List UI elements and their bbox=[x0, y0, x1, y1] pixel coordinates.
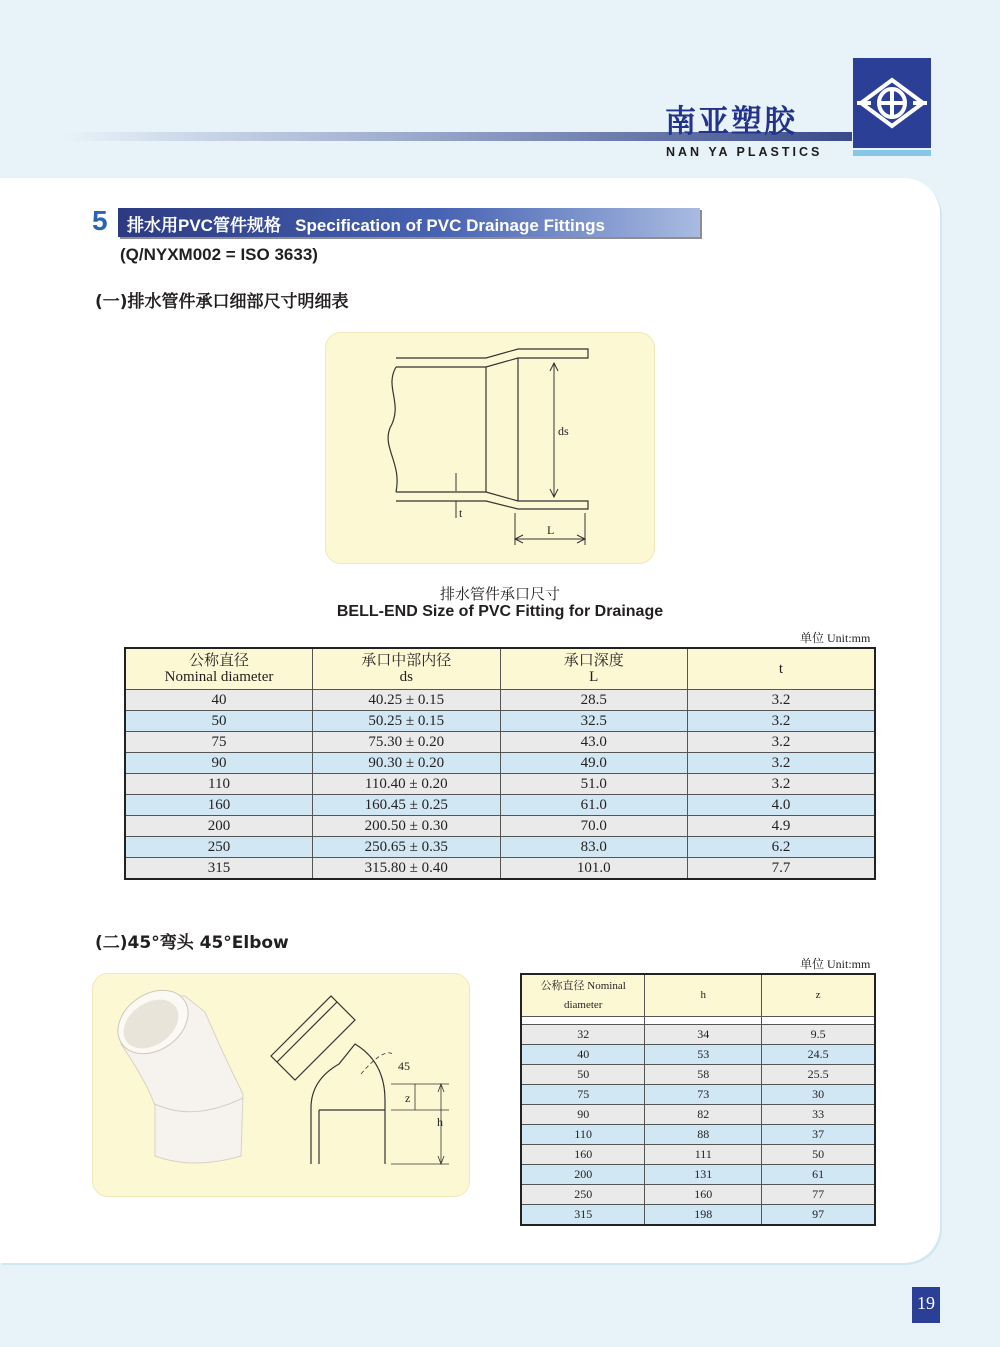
table-cell: 250.65 ± 0.35 bbox=[313, 837, 501, 858]
table-cell: 75 bbox=[521, 1085, 645, 1105]
table-cell: 3.2 bbox=[688, 774, 876, 795]
elbow-label-angle: 45 bbox=[398, 1059, 410, 1073]
table-cell: 3.2 bbox=[688, 690, 876, 711]
table-row bbox=[521, 1185, 875, 1205]
table-cell: 3.2 bbox=[688, 711, 876, 732]
elbow-size-table bbox=[520, 973, 876, 1226]
table-cell: 88 bbox=[645, 1125, 762, 1145]
table-cell: 160 bbox=[125, 795, 313, 816]
table-cell: 9.5 bbox=[762, 1025, 875, 1045]
table-row bbox=[125, 816, 875, 837]
table-row bbox=[521, 1105, 875, 1125]
logo-accent-strip bbox=[853, 150, 931, 156]
table-cell: 61 bbox=[762, 1165, 875, 1185]
table-cell: 110 bbox=[521, 1125, 645, 1145]
col-header: z bbox=[762, 974, 875, 1017]
diagram-label-t: t bbox=[459, 506, 463, 520]
col-header: 承口深度 L bbox=[500, 648, 688, 690]
table1-caption-cn: 排水管件承口尺寸 bbox=[439, 585, 560, 603]
table-cell: 37 bbox=[762, 1125, 875, 1145]
page-number: 19 bbox=[917, 1293, 935, 1313]
table-cell: 97 bbox=[762, 1205, 875, 1226]
table-cell: 49.0 bbox=[500, 753, 688, 774]
table-cell: 3.2 bbox=[688, 732, 876, 753]
table-row bbox=[521, 1145, 875, 1165]
standard-reference: (Q/NYXM002 = ISO 3633) bbox=[120, 245, 318, 264]
table-cell: 25.5 bbox=[762, 1065, 875, 1085]
table-cell: 58 bbox=[645, 1065, 762, 1085]
table-cell: 51.0 bbox=[500, 774, 688, 795]
table-cell: 75 bbox=[125, 732, 313, 753]
table-cell: 43.0 bbox=[500, 732, 688, 753]
table-cell: 90 bbox=[125, 753, 313, 774]
table1-unit: 单位 Unit:mm bbox=[800, 631, 871, 645]
table-cell: 32 bbox=[521, 1025, 645, 1045]
table-cell: 30 bbox=[762, 1085, 875, 1105]
table-cell: 160 bbox=[645, 1185, 762, 1205]
table-row bbox=[125, 837, 875, 858]
diagram-label-ds: ds bbox=[558, 424, 569, 438]
brand-name-en: NAN YA PLASTICS bbox=[666, 145, 823, 159]
table-row bbox=[521, 1045, 875, 1065]
table1-caption-en: BELL-END Size of PVC Fitting for Drainage bbox=[336, 603, 664, 620]
table-cell: 40.25 ± 0.15 bbox=[313, 690, 501, 711]
table2-unit: 单位 Unit:mm bbox=[800, 957, 871, 971]
bell-end-drawing bbox=[326, 333, 654, 563]
part1-heading: (一)排水管件承口细部尺寸明细表 bbox=[95, 292, 349, 312]
table-cell: 90.30 ± 0.20 bbox=[313, 753, 501, 774]
table-row bbox=[521, 1205, 875, 1226]
table-cell: 77 bbox=[762, 1185, 875, 1205]
table-row bbox=[125, 795, 875, 816]
elbow-photo bbox=[106, 977, 243, 1163]
nanya-logo-icon bbox=[853, 58, 931, 148]
table-cell: 4.9 bbox=[688, 816, 876, 837]
elbow-label-z: z bbox=[405, 1091, 411, 1105]
table-row bbox=[521, 1025, 875, 1045]
table-cell: 24.5 bbox=[762, 1045, 875, 1065]
elbow-label-h: h bbox=[437, 1115, 443, 1129]
table-cell: 83.0 bbox=[500, 837, 688, 858]
table-cell: 33 bbox=[762, 1105, 875, 1125]
brand-logo bbox=[853, 58, 931, 148]
table-row bbox=[125, 753, 875, 774]
table-cell: 3.2 bbox=[688, 753, 876, 774]
elbow-figure bbox=[92, 973, 470, 1197]
table-cell: 50 bbox=[125, 711, 313, 732]
table-cell: 90 bbox=[521, 1105, 645, 1125]
section-number: 5 bbox=[92, 205, 108, 236]
brand-name-cn: 南亚塑胶 bbox=[665, 104, 797, 140]
elbow-drawing bbox=[93, 974, 469, 1196]
table-cell: 6.2 bbox=[688, 837, 876, 858]
part2-heading: (二)45°弯头 45°Elbow bbox=[95, 933, 289, 953]
table-row bbox=[521, 1165, 875, 1185]
table-cell: 7.7 bbox=[688, 858, 876, 880]
table-cell: 34 bbox=[645, 1025, 762, 1045]
col-header: 公称直径 Nominal diameter bbox=[521, 974, 645, 1017]
table-cell: 61.0 bbox=[500, 795, 688, 816]
table-cell: 200 bbox=[521, 1165, 645, 1185]
table-cell: 315 bbox=[521, 1205, 645, 1226]
bell-end-diagram bbox=[325, 332, 655, 564]
table-cell: 28.5 bbox=[500, 690, 688, 711]
col-header: 公称直径 Nominal diameter bbox=[125, 648, 313, 690]
bell-end-size-table bbox=[124, 647, 876, 880]
table-cell: 160 bbox=[521, 1145, 645, 1165]
diagram-label-L: L bbox=[547, 523, 555, 537]
table-cell: 111 bbox=[645, 1145, 762, 1165]
col-header: 承口中部内径 ds bbox=[313, 648, 501, 690]
table-cell: 82 bbox=[645, 1105, 762, 1125]
table-cell: 4.0 bbox=[688, 795, 876, 816]
table-cell: 50.25 ± 0.15 bbox=[313, 711, 501, 732]
table-cell: 200.50 ± 0.30 bbox=[313, 816, 501, 837]
col-header: t bbox=[688, 648, 876, 690]
table-cell: 198 bbox=[645, 1205, 762, 1226]
table-cell: 75.30 ± 0.20 bbox=[313, 732, 501, 753]
table-cell: 50 bbox=[521, 1065, 645, 1085]
table-cell: 131 bbox=[645, 1165, 762, 1185]
table-cell: 40 bbox=[521, 1045, 645, 1065]
table-cell: 110 bbox=[125, 774, 313, 795]
table-cell: 50 bbox=[762, 1145, 875, 1165]
table-cell: 160.45 ± 0.25 bbox=[313, 795, 501, 816]
table-cell: 250 bbox=[521, 1185, 645, 1205]
table-row bbox=[125, 732, 875, 753]
table-row bbox=[125, 690, 875, 711]
table-cell: 40 bbox=[125, 690, 313, 711]
table-cell: 73 bbox=[645, 1085, 762, 1105]
table-row bbox=[521, 1125, 875, 1145]
table-cell: 315 bbox=[125, 858, 313, 880]
table-cell: 315.80 ± 0.40 bbox=[313, 858, 501, 880]
table-cell: 110.40 ± 0.20 bbox=[313, 774, 501, 795]
table-row bbox=[521, 1085, 875, 1105]
table-cell: 53 bbox=[645, 1045, 762, 1065]
section-title: 排水用PVC管件规格 Specification of PVC Drainage Fittings bbox=[127, 216, 605, 235]
table-row bbox=[125, 858, 875, 880]
table-row bbox=[521, 1065, 875, 1085]
table-row bbox=[125, 711, 875, 732]
table-cell: 250 bbox=[125, 837, 313, 858]
table-cell: 101.0 bbox=[500, 858, 688, 880]
table-row bbox=[125, 774, 875, 795]
table-cell: 32.5 bbox=[500, 711, 688, 732]
table-cell: 200 bbox=[125, 816, 313, 837]
col-header: h bbox=[645, 974, 762, 1017]
table-cell: 70.0 bbox=[500, 816, 688, 837]
